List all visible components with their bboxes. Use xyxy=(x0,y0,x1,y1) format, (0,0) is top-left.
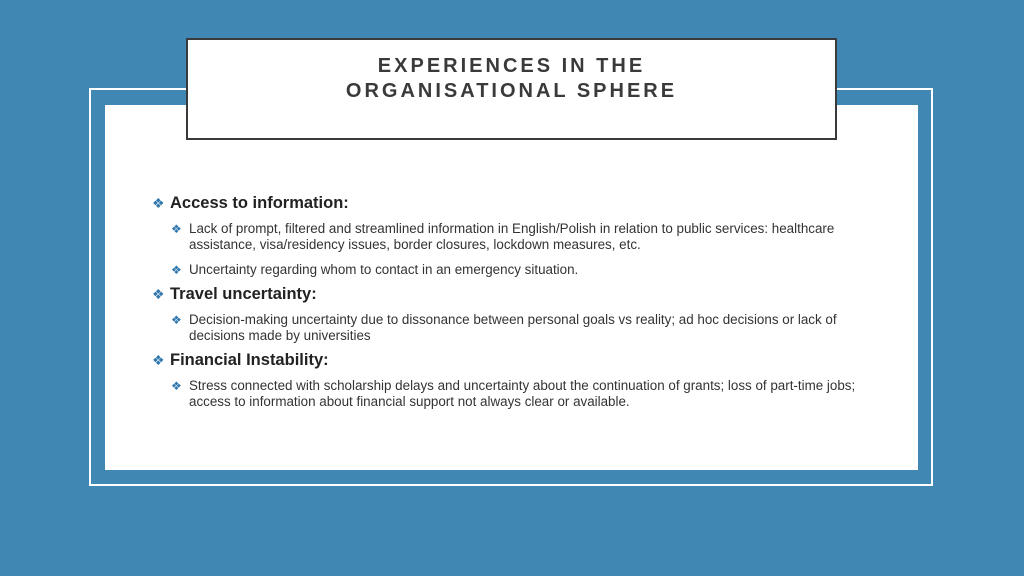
title-box xyxy=(186,38,837,140)
section-heading-text: Access to information: xyxy=(170,194,349,212)
diamond-bullet-icon: ❖ xyxy=(171,263,182,277)
list-item xyxy=(171,221,872,253)
diamond-bullet-icon: ❖ xyxy=(171,313,182,327)
list-item-text: Lack of prompt, filtered and streamlined information in English/Polish in relation to public services: healthcare assistance, visa/residency issues, border closures, lockdown measures, etc. xyxy=(189,221,835,252)
section-heading-travel xyxy=(152,284,872,305)
slide-title-line-2: ORGANISATIONAL SPHERE xyxy=(345,80,678,102)
list-item-text: Uncertainty regarding whom to contact in an emergency situation. xyxy=(189,262,579,277)
slide-title-line-1: EXPERIENCES IN THE xyxy=(377,55,646,77)
diamond-bullet-icon: ❖ xyxy=(152,352,165,368)
section-heading-access xyxy=(152,193,872,214)
diamond-bullet-icon: ❖ xyxy=(171,379,182,393)
section-heading-text: Travel uncertainty: xyxy=(170,285,317,303)
diamond-bullet-icon: ❖ xyxy=(171,222,182,236)
diamond-bullet-icon: ❖ xyxy=(152,195,165,211)
list-item-text: Decision-making uncertainty due to dissonance between personal goals vs reality; ad hoc decisions or lack of decisions made by universities xyxy=(189,312,837,343)
diamond-bullet-icon: ❖ xyxy=(152,286,165,302)
list-item xyxy=(171,312,872,344)
list-item xyxy=(171,378,872,410)
section-heading-financial xyxy=(152,350,872,371)
list-item xyxy=(171,262,872,278)
bullet-list xyxy=(152,193,872,410)
list-item-text: Stress connected with scholarship delays and uncertainty about the continuation of grants; loss of part-time jobs; access to information about financial support not always clear or available. xyxy=(189,378,856,409)
section-heading-text: Financial Instability: xyxy=(170,351,329,369)
